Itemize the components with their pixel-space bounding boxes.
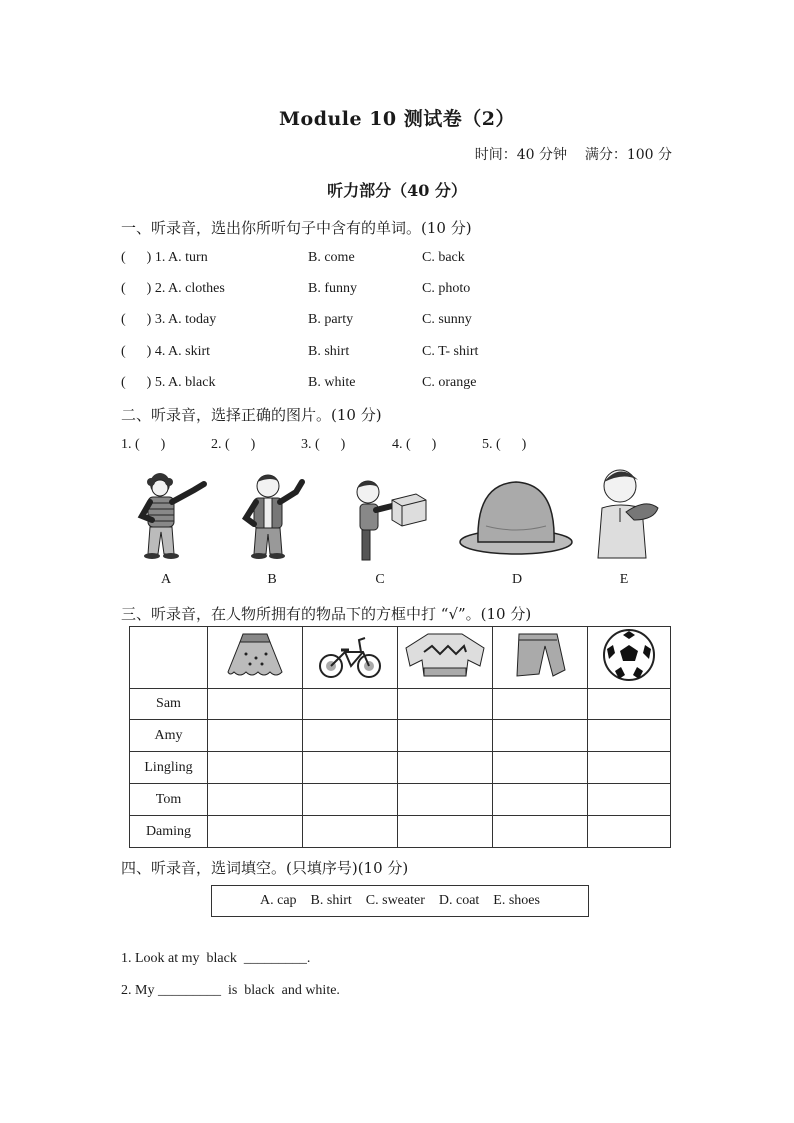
check-cell[interactable] [208,689,303,720]
part2-blank-1[interactable]: 1. ( ) [121,437,166,452]
part1-option-c: C. back [422,250,465,265]
table-row [130,689,671,720]
table-header-row [130,627,671,689]
bicycle-icon [315,630,385,680]
word-box [211,885,589,917]
part1-heading: 一、听录音，选出你所听句子中含有的单词。(10 分) [121,219,472,237]
trousers-icon [505,630,575,680]
picture-letter: B [267,572,277,587]
part1-option-c: C. T- shirt [422,344,479,359]
word-box-text: A. cap B. shirt C. sweater D. coat E. shoes [260,893,540,908]
table-header-cell [208,627,303,689]
part1-item-4: ( ) 4. A. skirt [121,344,211,359]
check-cell[interactable] [208,784,303,816]
listening-heading: 听力部分（40 分） [327,181,467,200]
check-cell[interactable] [588,720,671,752]
check-cell[interactable] [303,784,398,816]
part1-option-b: B. come [308,250,355,265]
part2-blank-3[interactable]: 3. ( ) [301,437,346,452]
check-cell[interactable] [398,720,493,752]
person-name: Daming [130,816,208,848]
picture-letter: E [619,572,629,587]
check-cell[interactable] [208,752,303,784]
hat-icon [458,476,574,558]
boy-with-box-icon [346,474,432,564]
fill-sentence-1[interactable]: 1. Look at my black _________. [121,951,311,966]
table-header-cell [493,627,588,689]
check-cell[interactable] [493,816,588,848]
part1-item-5: ( ) 5. A. black [121,375,216,390]
part2-blank-5[interactable]: 5. ( ) [482,437,527,452]
check-cell[interactable] [398,689,493,720]
part1-option-b: B. funny [308,281,357,296]
person-name: Amy [130,720,208,752]
part1-option-c: C. photo [422,281,471,296]
check-cell[interactable] [588,689,671,720]
table-header-cell [398,627,493,689]
part1-option-c: C. orange [422,375,477,390]
check-cell[interactable] [588,752,671,784]
fill-sentence-2[interactable]: 2. My _________ is black and white. [121,983,340,998]
part1-option-c: C. sunny [422,312,472,327]
picture-letter: A [160,572,172,587]
table-row [130,816,671,848]
table-header-cell [588,627,671,689]
part1-option-b: B. shirt [308,344,350,359]
check-cell[interactable] [588,816,671,848]
part4-heading: 四、听录音，选词填空。(只填序号)(10 分) [121,859,409,877]
picture-letter: C [375,572,385,587]
part2-blank-4[interactable]: 4. ( ) [392,437,437,452]
time-info: 时间：40 分钟 满分：100 分 [474,147,672,163]
girl-pointing-icon [136,470,212,565]
football-icon [601,627,657,683]
person-name: Lingling [130,752,208,784]
checklist-table [129,626,671,848]
check-cell[interactable] [398,816,493,848]
check-cell[interactable] [398,752,493,784]
boy-waving-icon [236,470,312,565]
check-cell[interactable] [398,784,493,816]
part3-heading: 三、听录音，在人物所拥有的物品下的方框中打 “√”。(10 分) [121,605,532,623]
check-cell[interactable] [588,784,671,816]
check-cell[interactable] [493,720,588,752]
part1-item-3: ( ) 3. A. today [121,312,217,327]
person-name: Tom [130,784,208,816]
check-cell[interactable] [303,816,398,848]
check-cell[interactable] [493,784,588,816]
part1-item-1: ( ) 1. A. turn [121,250,208,265]
check-cell[interactable] [303,689,398,720]
part2-heading: 二、听录音，选择正确的图片。(10 分) [121,406,382,424]
boy-with-cap-icon [590,462,666,562]
check-cell[interactable] [493,689,588,720]
check-cell[interactable] [303,720,398,752]
picture-letter: D [511,572,523,587]
check-cell[interactable] [208,720,303,752]
check-cell[interactable] [303,752,398,784]
table-header-cell [303,627,398,689]
part2-blank-2[interactable]: 2. ( ) [211,437,256,452]
table-corner [130,627,208,689]
person-name: Sam [130,689,208,720]
part1-option-b: B. white [308,375,356,390]
table-row [130,784,671,816]
part1-item-2: ( ) 2. A. clothes [121,281,225,296]
check-cell[interactable] [208,816,303,848]
sweater-icon [402,630,488,680]
part1-option-b: B. party [308,312,354,327]
page-title: Module 10 测试卷（2） [278,108,515,130]
table-row [130,720,671,752]
skirt-icon [220,630,290,680]
table-row [130,752,671,784]
check-cell[interactable] [493,752,588,784]
